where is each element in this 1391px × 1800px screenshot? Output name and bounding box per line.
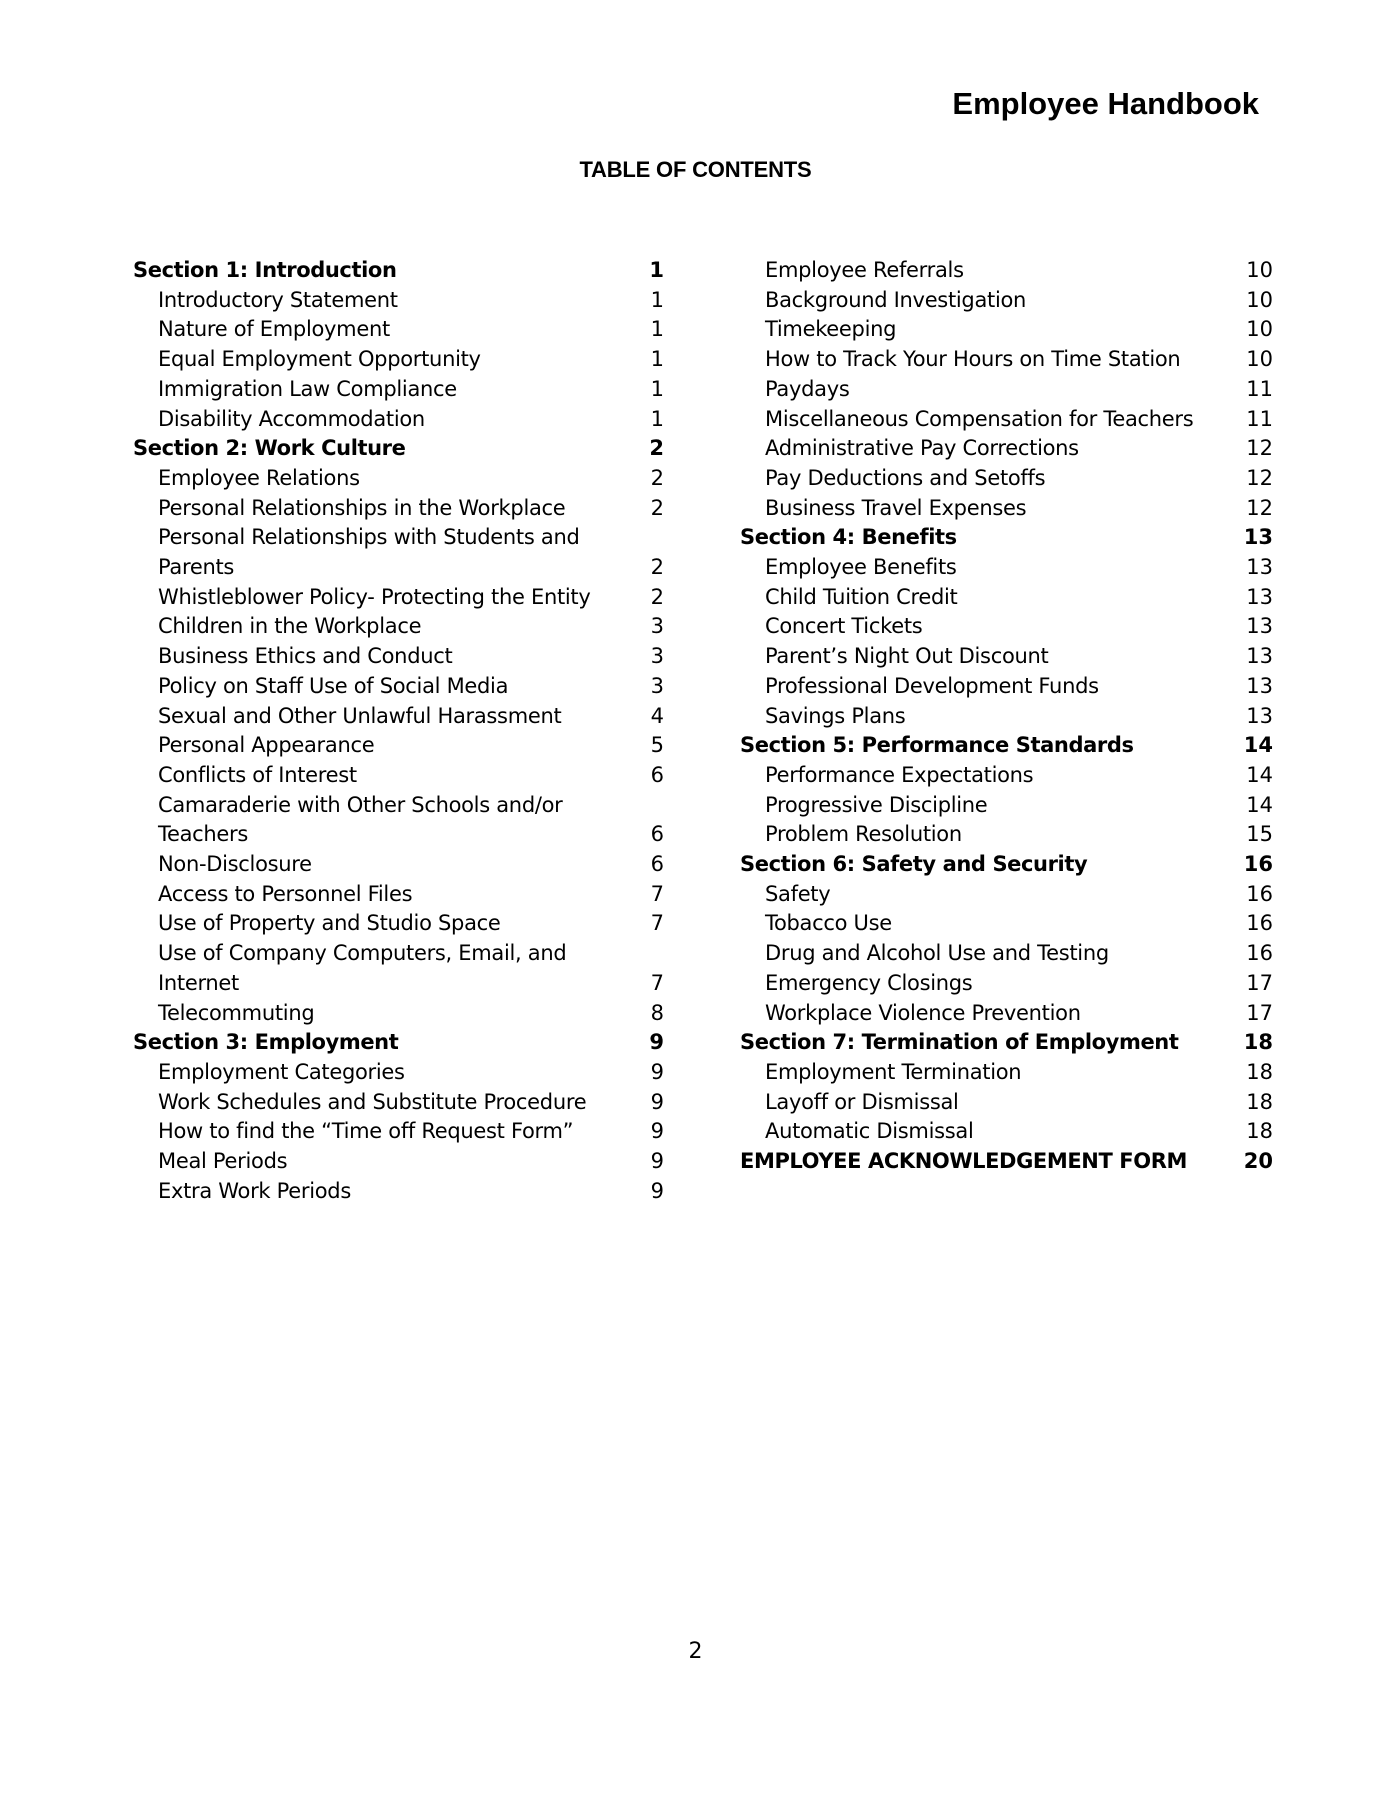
toc-entry-label: Employee Benefits xyxy=(765,555,957,580)
toc-entry-row xyxy=(133,1088,664,1118)
toc-entry-row xyxy=(740,315,1273,345)
toc-entry-row xyxy=(740,1088,1273,1118)
toc-page-number: 9 xyxy=(650,1178,664,1203)
toc-entry-row xyxy=(133,1058,664,1088)
toc-section-label: Section 3: Employment xyxy=(133,1030,399,1055)
toc-entry-label: Extra Work Periods xyxy=(158,1178,351,1203)
toc-page-number: 16 xyxy=(1243,852,1273,877)
toc-page-number: 2 xyxy=(650,495,664,520)
toc-entry-label: Personal Relationships with Students and xyxy=(158,525,580,550)
toc-page-number: 2 xyxy=(649,436,664,461)
toc-entry-label: Safety xyxy=(765,881,831,906)
toc-entry-row xyxy=(133,939,664,969)
toc-section-row xyxy=(133,1028,664,1058)
toc-section-row xyxy=(740,1147,1273,1177)
toc-page-number: 2 xyxy=(650,465,664,490)
toc-entry-row xyxy=(133,850,664,880)
toc-page-number: 6 xyxy=(650,762,664,787)
toc-page-number: 9 xyxy=(650,1089,664,1114)
toc-page-number: 10 xyxy=(1246,258,1273,282)
toc-entry-label: Employee Relations xyxy=(158,465,360,490)
toc-page-number: 18 xyxy=(1243,1030,1273,1055)
toc-entry-label: Performance Expectations xyxy=(765,762,1034,787)
toc-entry-row xyxy=(740,464,1273,494)
toc-entry-row xyxy=(133,761,664,791)
toc-entry-row xyxy=(740,405,1273,435)
toc-entry-row xyxy=(133,791,664,821)
toc-entry-row xyxy=(133,345,664,375)
toc-entry-row xyxy=(133,315,664,345)
toc-page-number: 1 xyxy=(650,347,664,372)
toc-entry-label: Workplace Violence Prevention xyxy=(765,1000,1081,1025)
toc-entry-row xyxy=(133,1177,664,1207)
toc-entry-row xyxy=(133,702,664,732)
toc-page-number: 9 xyxy=(650,1119,664,1144)
toc-page-number: 7 xyxy=(650,911,664,936)
toc-page-number: 8 xyxy=(650,1000,664,1025)
toc-page-number: 13 xyxy=(1243,525,1273,550)
toc-entry-row xyxy=(740,583,1273,613)
toc-page-number: 11 xyxy=(1246,376,1273,401)
toc-section-label: Section 4: Benefits xyxy=(740,525,957,550)
toc-entry-row xyxy=(740,761,1273,791)
toc-entry-row xyxy=(740,434,1273,464)
toc-page-number: 12 xyxy=(1246,436,1273,461)
toc-entry-label: Policy on Staff Use of Social Media xyxy=(158,673,509,698)
toc-page-number: 10 xyxy=(1246,317,1273,342)
toc-entry-label: Timekeeping xyxy=(765,317,897,342)
toc-entry-row xyxy=(133,523,664,553)
toc-entry-row xyxy=(133,375,664,405)
toc-page-number: 9 xyxy=(650,1149,664,1174)
toc-page-number: 1 xyxy=(649,258,664,282)
toc-entry-label: Disability Accommodation xyxy=(158,406,425,431)
toc-entry-row xyxy=(740,702,1273,732)
toc-page-number: 2 xyxy=(650,584,664,609)
toc-entry-label: Employment Categories xyxy=(158,1059,405,1084)
document-title: Employee Handbook xyxy=(952,86,1259,121)
toc-page-number: 10 xyxy=(1246,287,1273,312)
toc-page-number: 15 xyxy=(1246,822,1273,847)
toc-page-number: 7 xyxy=(650,970,664,995)
toc-entry-label: Paydays xyxy=(765,376,850,401)
toc-entry-row xyxy=(740,820,1273,850)
toc-page-number: 18 xyxy=(1246,1119,1273,1144)
toc-entry-label: How to Track Your Hours on Time Station xyxy=(765,347,1181,372)
toc-entry-row xyxy=(133,880,664,910)
toc-page-number: 17 xyxy=(1246,970,1273,995)
toc-page-number: 4 xyxy=(650,703,664,728)
toc-entry-label: Introductory Statement xyxy=(158,287,398,312)
toc-entry-row xyxy=(133,969,664,999)
toc-entry-label: Use of Property and Studio Space xyxy=(158,911,501,936)
toc-entry-label: Telecommuting xyxy=(158,1000,315,1025)
toc-entry-label: Layoff or Dismissal xyxy=(765,1089,959,1114)
toc-entry-label: Savings Plans xyxy=(765,703,906,728)
toc-page-number: 10 xyxy=(1246,347,1273,372)
toc-entry-row xyxy=(740,791,1273,821)
toc-entry-row xyxy=(740,1058,1273,1088)
toc-entry-label: Nature of Employment xyxy=(158,317,390,342)
toc-page-number: 17 xyxy=(1246,1000,1273,1025)
toc-entry-label: Pay Deductions and Setoffs xyxy=(765,465,1046,490)
toc-entry-label: Emergency Closings xyxy=(765,970,973,995)
toc-entry-label: Parent’s Night Out Discount xyxy=(765,644,1049,669)
toc-entry-label: Concert Tickets xyxy=(765,614,923,639)
toc-section-label: Section 1: Introduction xyxy=(133,258,397,282)
toc-entry-label: Immigration Law Compliance xyxy=(158,376,457,401)
toc-entry-label: Use of Company Computers, Email, and xyxy=(158,941,567,966)
toc-page-number: 18 xyxy=(1246,1059,1273,1084)
toc-entry-row xyxy=(740,999,1273,1029)
toc-entry-row xyxy=(740,494,1273,524)
toc-entry-row xyxy=(740,642,1273,672)
toc-entry-row xyxy=(740,553,1273,583)
toc-entry-label: Conflicts of Interest xyxy=(158,762,357,787)
toc-entry-row xyxy=(133,286,664,316)
toc-page-number: 3 xyxy=(650,644,664,669)
toc-section-label: Section 7: Termination of Employment xyxy=(740,1030,1179,1055)
toc-page-number: 13 xyxy=(1246,644,1273,669)
toc-page-number: 13 xyxy=(1246,555,1273,580)
toc-entry-label: Employee Referrals xyxy=(765,258,964,282)
toc-page-number: 7 xyxy=(650,881,664,906)
toc-entry-row xyxy=(133,464,664,494)
toc-page-number: 12 xyxy=(1246,465,1273,490)
toc-page-number: 1 xyxy=(650,406,664,431)
toc-entry-row xyxy=(740,375,1273,405)
toc-section-label: EMPLOYEE ACKNOWLEDGEMENT FORM xyxy=(740,1149,1187,1174)
toc-entry-row xyxy=(133,553,664,583)
toc-entry-label: Tobacco Use xyxy=(765,911,892,936)
toc-entry-label: Work Schedules and Substitute Procedure xyxy=(158,1089,587,1114)
toc-entry-row xyxy=(740,969,1273,999)
toc-entry-row xyxy=(740,1117,1273,1147)
toc-page-number: 14 xyxy=(1246,792,1273,817)
toc-entry-row xyxy=(133,583,664,613)
toc-entry-label: Automatic Dismissal xyxy=(765,1119,974,1144)
toc-section-row xyxy=(133,256,664,286)
toc-entry-row xyxy=(740,880,1273,910)
toc-section-label: Section 2: Work Culture xyxy=(133,436,406,461)
toc-page-number: 16 xyxy=(1246,881,1273,906)
toc-page-number: 13 xyxy=(1246,614,1273,639)
toc-section-row xyxy=(740,850,1273,880)
toc-entry-label: Equal Employment Opportunity xyxy=(158,347,481,372)
toc-entry-label: Whistleblower Policy- Protecting the Entity xyxy=(158,584,591,609)
toc-entry-row xyxy=(133,820,664,850)
toc-page-number: 5 xyxy=(650,733,664,758)
toc-entry-label: Business Ethics and Conduct xyxy=(158,644,453,669)
toc-entry-row xyxy=(133,612,664,642)
toc-page-number: 14 xyxy=(1243,733,1273,758)
toc-page-number: 13 xyxy=(1246,673,1273,698)
toc-section-row xyxy=(740,731,1273,761)
toc-left-column xyxy=(133,256,664,1207)
toc-entry-label: Internet xyxy=(158,970,239,995)
toc-entry-label: Business Travel Expenses xyxy=(765,495,1027,520)
toc-entry-row xyxy=(740,672,1273,702)
toc-page-number: 20 xyxy=(1243,1149,1273,1174)
toc-entry-row xyxy=(740,286,1273,316)
toc-entry-label: Personal Relationships in the Workplace xyxy=(158,495,566,520)
toc-entry-row xyxy=(133,642,664,672)
page-number: 2 xyxy=(688,1639,703,1664)
toc-entry-label: Professional Development Funds xyxy=(765,673,1099,698)
toc-entry-label: Miscellaneous Compensation for Teachers xyxy=(765,406,1194,431)
toc-heading: TABLE OF CONTENTS xyxy=(579,157,812,182)
toc-page-number: 3 xyxy=(650,673,664,698)
toc-page-number: 18 xyxy=(1246,1089,1273,1114)
toc-entry-label: Problem Resolution xyxy=(765,822,962,847)
toc-entry-row xyxy=(740,909,1273,939)
toc-page-number: 12 xyxy=(1246,495,1273,520)
toc-section-row xyxy=(740,1028,1273,1058)
toc-page-number: 13 xyxy=(1246,584,1273,609)
toc-entry-row xyxy=(133,731,664,761)
toc-page-number: 3 xyxy=(650,614,664,639)
toc-entry-label: Drug and Alcohol Use and Testing xyxy=(765,941,1109,966)
toc-right-column xyxy=(740,256,1273,1177)
toc-page-number: 9 xyxy=(649,1030,664,1055)
toc-entry-row xyxy=(133,999,664,1029)
toc-page-number: 6 xyxy=(650,822,664,847)
toc-entry-label: Access to Personnel Files xyxy=(158,881,413,906)
toc-entry-label: Sexual and Other Unlawful Harassment xyxy=(158,703,562,728)
toc-entry-row xyxy=(133,1117,664,1147)
toc-page-number: 1 xyxy=(650,317,664,342)
toc-entry-label: How to find the “Time off Request Form” xyxy=(158,1119,574,1144)
toc-section-row xyxy=(133,434,664,464)
toc-section-label: Section 6: Safety and Security xyxy=(740,852,1088,877)
toc-entry-row xyxy=(740,939,1273,969)
toc-page-number: 13 xyxy=(1246,703,1273,728)
toc-page-number: 1 xyxy=(650,287,664,312)
toc-entry-row xyxy=(133,909,664,939)
toc-entry-label: Background Investigation xyxy=(765,287,1027,312)
toc-entry-row xyxy=(740,345,1273,375)
toc-entry-row xyxy=(133,1147,664,1177)
toc-page-number: 9 xyxy=(650,1059,664,1084)
toc-entry-label: Personal Appearance xyxy=(158,733,375,758)
toc-entry-row xyxy=(740,612,1273,642)
toc-entry-label: Children in the Workplace xyxy=(158,614,422,639)
toc-entry-label: Employment Termination xyxy=(765,1059,1022,1084)
toc-entry-label: Non-Disclosure xyxy=(158,852,312,877)
toc-section-label: Section 5: Performance Standards xyxy=(740,733,1134,758)
toc-entry-label: Camaraderie with Other Schools and/or xyxy=(158,792,563,817)
toc-entry-row xyxy=(133,494,664,524)
toc-page-number: 16 xyxy=(1246,941,1273,966)
toc-page-number: 16 xyxy=(1246,911,1273,936)
toc-page-number: 2 xyxy=(650,555,664,580)
toc-entry-label: Parents xyxy=(158,555,235,580)
toc-entry-row xyxy=(740,256,1273,286)
toc-page-number: 6 xyxy=(650,852,664,877)
toc-section-row xyxy=(740,523,1273,553)
toc-page-number: 1 xyxy=(650,376,664,401)
toc-entry-label: Progressive Discipline xyxy=(765,792,988,817)
toc-entry-row xyxy=(133,405,664,435)
toc-page-number: 11 xyxy=(1246,406,1273,431)
toc-entry-row xyxy=(133,672,664,702)
toc-page-number: 14 xyxy=(1246,762,1273,787)
toc-entry-label: Administrative Pay Corrections xyxy=(765,436,1079,461)
toc-entry-label: Teachers xyxy=(158,822,248,847)
toc-entry-label: Child Tuition Credit xyxy=(765,584,958,609)
toc-entry-label: Meal Periods xyxy=(158,1149,288,1174)
